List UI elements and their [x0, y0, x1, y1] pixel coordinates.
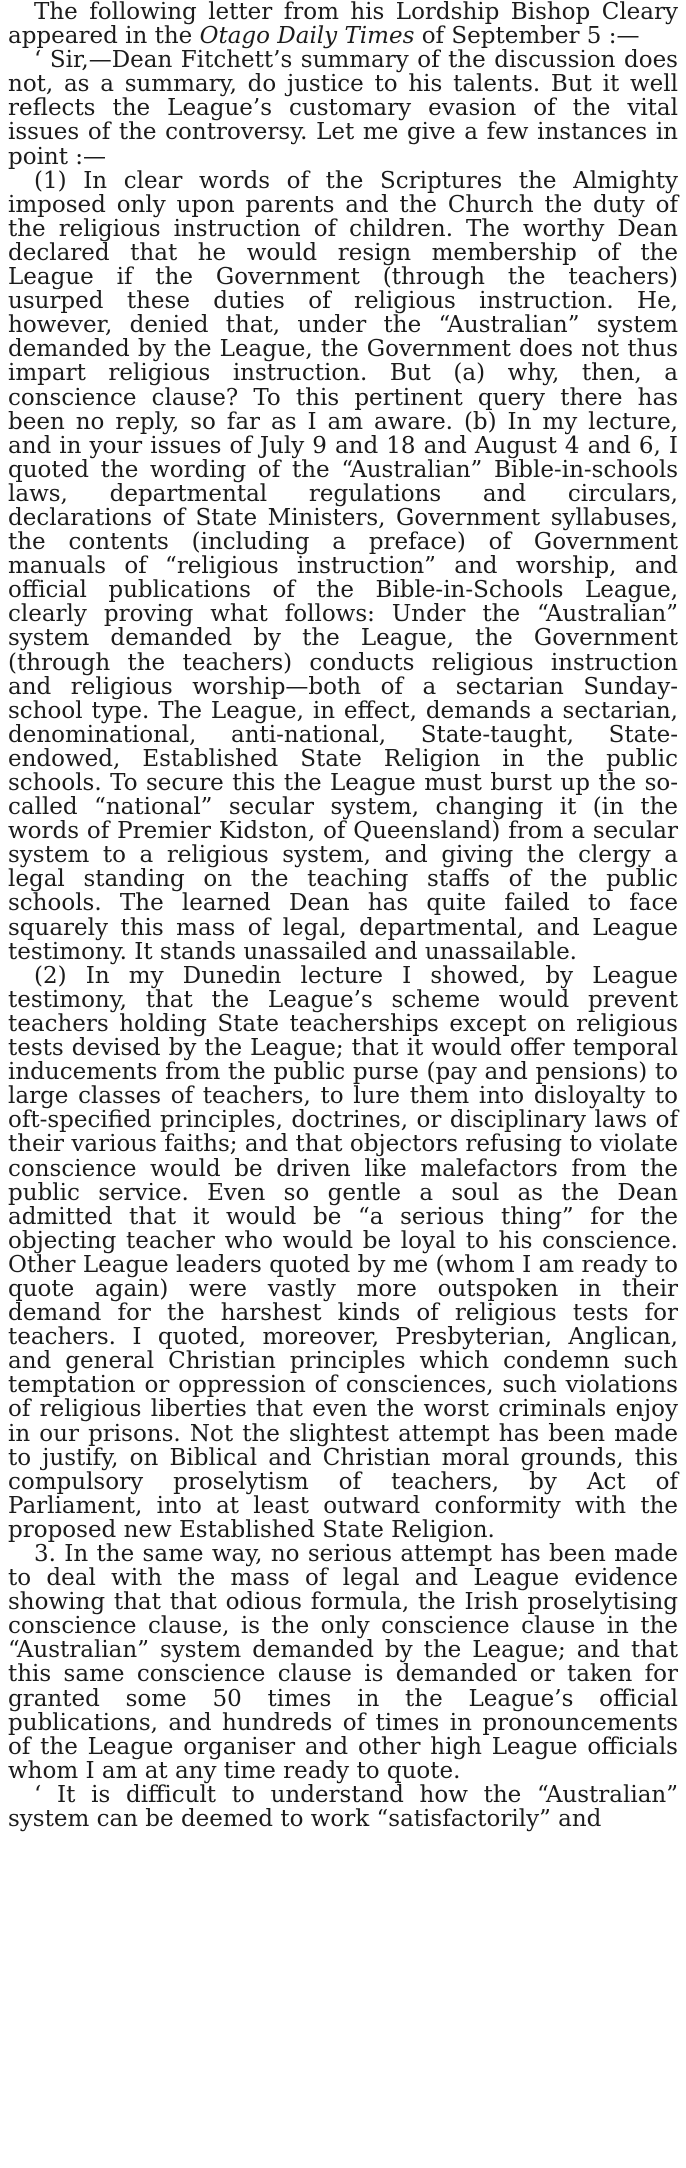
point-two-paragraph: (2) In my Dunedin lecture I showed, by League testimony, that the League’s scheme would prevent teachers holding State teacherships except on religious tests devised by the League; that it would offer temporal inducements from the public purse (pay and pensions) to large classes of teachers, to lure them into disloyalty to oft-specified principles, doctrines, or disciplinary laws of their various faiths; and that objectors refusing to violate conscience would be driven like malefactors from the public service. Even so gentle a soul as the Dean admitted that it would be “a serious thing” for the objecting teacher who would be loyal to his conscience. Other League leaders quoted by me (whom I am ready to quote again) were vastly more outspoken in their demand for the harshest kinds of religious tests for teachers. I quoted, moreover, Presbyterian, Anglican, and general Christian principles which condemn such temptation or oppression of consciences, such violations of religious liberties that even the worst criminals enjoy in our prisons. Not the slightest attempt has been made to justify, on Biblical and Christian moral grounds, this compulsory proselytism of teachers, by Act of Parliament, into at least outward conformity with the proposed new Established State Religion. — [8, 962, 678, 1543]
point-three-paragraph: 3. In the same way, no serious attempt has been made to deal with the mass of legal and League evidence showing that that odious formula, the Irish proselytising conscience clause, is the only conscience clause in the “Australian” system demanded by the League; and that this same conscience clause is demanded or taken for granted some 50 times in the League’s official publications, and hundreds of times in pronouncements of the League organiser and other high League officials whom I am at any time ready to quote. — [8, 1541, 678, 1784]
intro-date: of September 5 :— — [414, 23, 640, 50]
intro-text: The following letter from his Lordship Bishop Cleary appeared in the — [8, 0, 678, 50]
closing-paragraph: ‘ It is difficult to understand how the “Australian” system can be deemed to work “satisfactorily” and — [8, 1781, 678, 1833]
intro-paragraph — [8, 0, 678, 48]
point-one-paragraph: (1) In clear words of the Scriptures the Almighty imposed only upon parents and the Church the duty of the religious instruction of children. The worthy Dean declared that he would resign membership of the League if the Government (through the teachers) usurped these duties of religious instruction. He, however, denied that, under the “Australian” system demanded by the League, the Government does not thus impart religious instruction. But (a) why, then, a conscience clause? To this pertinent query there has been no reply, so far as I am aware. (b) In my lecture, and in your issues of July 9 and 18 and August 4 and 6, I quoted the wording of the “Australian” Bible-in-schools laws, departmental regulations and circulars, declarations of State Ministers, Government syllabuses, the contents (including a preface) of Government manuals of “religious instruction” and worship, and official publications of the Bible-in-Schools League, clearly proving what follows: Under the “Australian” system demanded by the League, the Government (through the teachers) conducts religious instruction and religious worship—both of a sectarian Sunday-school type. The League, in effect, demands a sectarian, denominational, anti-national, State-taught, State-endowed, Established State Religion in the public schools. To secure this the League must burst up the so-called “national” secular system, changing it (in the words of Premier Kidston, of Queensland) from a secular system to a religious system, and giving the clergy a legal standing on the teaching staffs of the public schools. The learned Dean has quite failed to face squarely this mass of legal, departmental, and League testimony. It stands unassailed and unassailable. — [8, 167, 678, 965]
newspaper-name: Otago Daily Times — [199, 23, 415, 50]
salutation-paragraph: ‘ Sir,—Dean Fitchett’s summary of the discussion does not, as a summary, do justice to his talents. But it well reflects the League’s customary evasion of the vital issues of the controversy. Let me give a few instances in point :— — [8, 47, 678, 170]
